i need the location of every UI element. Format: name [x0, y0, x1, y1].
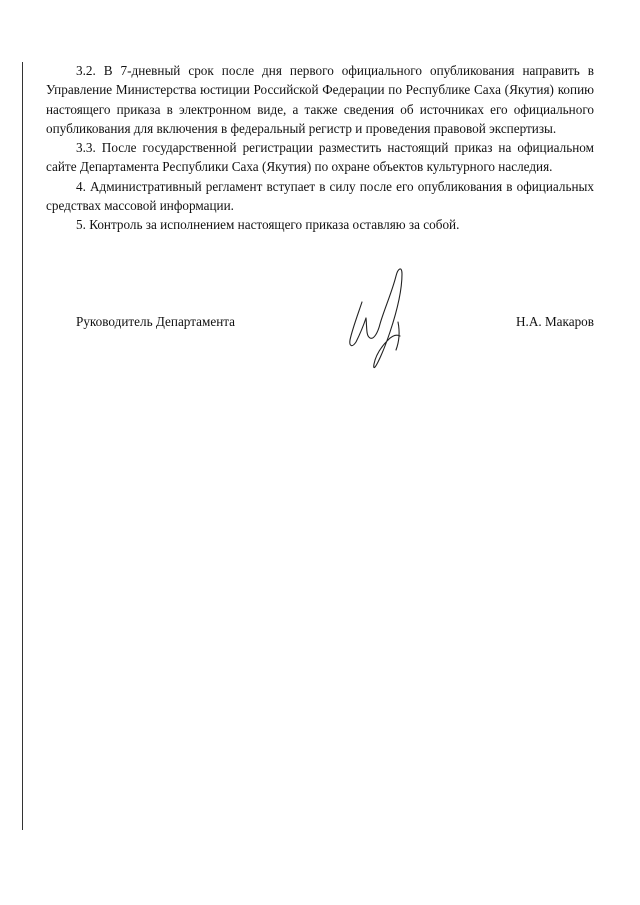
paragraph-3-3: 3.3. После государственной регистрации разместить настоящий приказ на официальном сайте Департамента Республики Саха (Якутия) по охране объектов культурного наследия.	[46, 140, 594, 175]
handwritten-signature	[340, 262, 420, 374]
paragraph-4: 4. Административный регламент вступает в силу после его опубликования в официальных средствах массовой информации.	[46, 178, 594, 214]
signer-position-title: Руководитель Департамента	[76, 314, 236, 329]
signer-name: Н.А. Макаров	[516, 314, 594, 329]
paragraph-5: 5. Контроль за исполнением настоящего приказа оставляю за собой.	[76, 217, 460, 233]
document-body	[46, 61, 594, 235]
left-margin-line	[22, 62, 23, 830]
paragraph-3-2: 3.2. В 7-дневный срок после дня первого официального опубликования направить в Управление Министерства юстиции Российской Федерации по Республике Саха (Якутия) копию настоящего приказа в электронном виде, а также сведения об источниках его официального опубликования для включения в федеральный регистр и проведения правовой экспертизы.	[46, 63, 594, 136]
